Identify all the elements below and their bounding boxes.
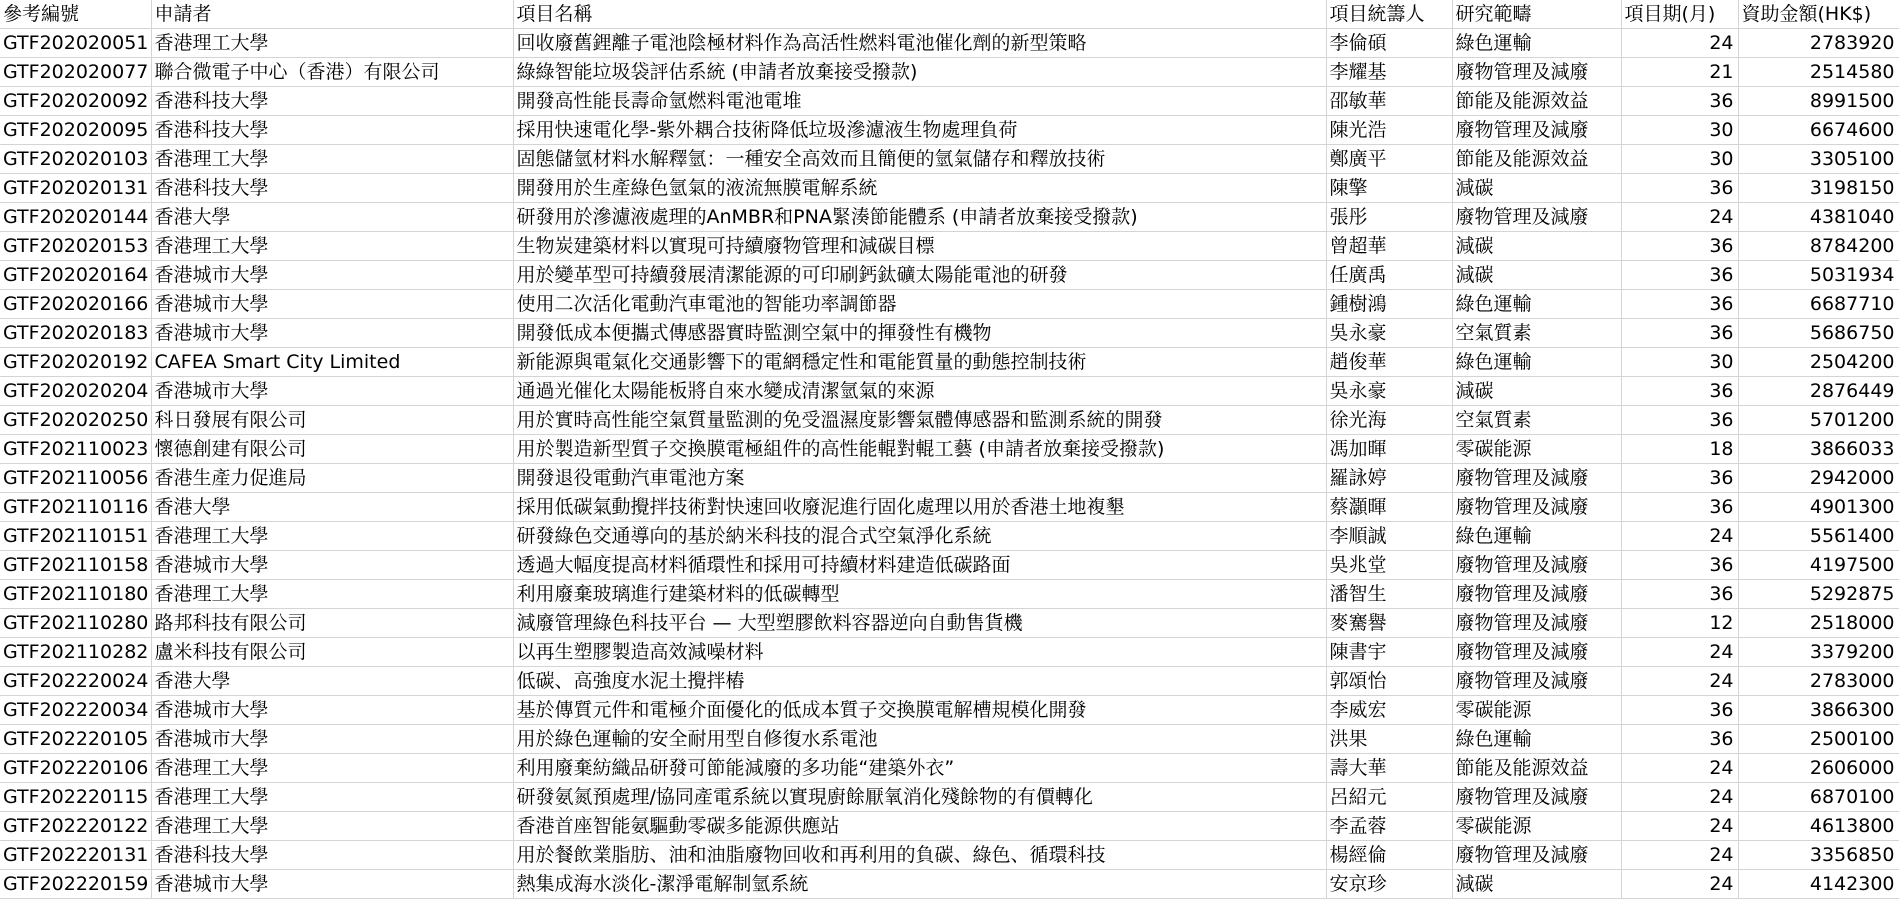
project-title-cell[interactable]: 開發用於生產綠色氫氣的液流無膜電解系統 (513, 174, 1326, 203)
research-area-cell[interactable]: 綠色運輸 (1452, 348, 1621, 377)
ref-no-cell[interactable]: GTF202110023 (0, 435, 151, 464)
coordinator-cell[interactable]: 鍾樹鴻 (1326, 290, 1452, 319)
duration-cell[interactable]: 24 (1621, 812, 1738, 841)
ref-no-cell[interactable]: GTF202020153 (0, 232, 151, 261)
duration-cell[interactable]: 36 (1621, 319, 1738, 348)
coordinator-cell[interactable]: 任廣禹 (1326, 261, 1452, 290)
project-title-cell[interactable]: 用於餐飲業脂肪、油和油脂廢物回收和再利用的負碳、綠色、循環科技 (513, 841, 1326, 870)
research-area-cell[interactable]: 空氣質素 (1452, 406, 1621, 435)
coordinator-cell[interactable]: 陳書宇 (1326, 638, 1452, 667)
ref-no-cell[interactable]: GTF202020144 (0, 203, 151, 232)
applicant-cell[interactable]: 香港城市大學 (151, 696, 513, 725)
duration-cell[interactable]: 24 (1621, 638, 1738, 667)
project-title-cell[interactable]: 低碳、高強度水泥土攪拌樁 (513, 667, 1326, 696)
table-row (0, 464, 1899, 493)
ref-no-cell[interactable]: GTF202020204 (0, 377, 151, 406)
research-area-cell[interactable]: 廢物管理及減廢 (1452, 203, 1621, 232)
header-ref-no[interactable]: 參考編號 (0, 0, 151, 29)
research-area-cell[interactable]: 廢物管理及減廢 (1452, 116, 1621, 145)
research-area-cell[interactable]: 綠色運輸 (1452, 29, 1621, 58)
duration-cell[interactable]: 24 (1621, 522, 1738, 551)
header-research-area[interactable]: 研究範疇 (1452, 0, 1621, 29)
duration-cell[interactable]: 36 (1621, 493, 1738, 522)
duration-cell[interactable]: 24 (1621, 841, 1738, 870)
applicant-cell[interactable]: 香港城市大學 (151, 870, 513, 899)
coordinator-cell[interactable]: 李順誠 (1326, 522, 1452, 551)
coordinator-cell[interactable]: 吳兆堂 (1326, 551, 1452, 580)
coordinator-cell[interactable]: 楊經倫 (1326, 841, 1452, 870)
research-area-cell[interactable]: 減碳 (1452, 377, 1621, 406)
research-area-cell[interactable]: 綠色運輸 (1452, 725, 1621, 754)
coordinator-cell[interactable]: 陳擎 (1326, 174, 1452, 203)
duration-cell[interactable]: 36 (1621, 87, 1738, 116)
duration-cell[interactable]: 24 (1621, 667, 1738, 696)
project-title-cell[interactable]: 用於綠色運輸的安全耐用型自修復水系電池 (513, 725, 1326, 754)
ref-no-cell[interactable]: GTF202020164 (0, 261, 151, 290)
applicant-cell[interactable]: 香港城市大學 (151, 377, 513, 406)
ref-no-cell[interactable]: GTF202020077 (0, 58, 151, 87)
header-project-coordinator[interactable]: 項目統籌人 (1326, 0, 1452, 29)
coordinator-cell[interactable]: 吳永豪 (1326, 319, 1452, 348)
coordinator-cell[interactable]: 李威宏 (1326, 696, 1452, 725)
applicant-cell[interactable]: CAFEA Smart City Limited (151, 348, 513, 377)
project-title-cell[interactable]: 使用二次活化電動汽車電池的智能功率調節器 (513, 290, 1326, 319)
coordinator-cell[interactable]: 安京珍 (1326, 870, 1452, 899)
coordinator-cell[interactable]: 馮加暉 (1326, 435, 1452, 464)
duration-cell[interactable]: 36 (1621, 290, 1738, 319)
ref-no-cell[interactable]: GTF202220122 (0, 812, 151, 841)
table-row (0, 174, 1899, 203)
coordinator-cell[interactable]: 蔡灝暉 (1326, 493, 1452, 522)
research-area-cell[interactable]: 廢物管理及減廢 (1452, 783, 1621, 812)
duration-cell[interactable]: 24 (1621, 870, 1738, 899)
duration-cell[interactable]: 36 (1621, 464, 1738, 493)
research-area-cell[interactable]: 廢物管理及減廢 (1452, 580, 1621, 609)
project-title-cell[interactable]: 採用低碳氣動攪拌技術對快速回收廢泥進行固化處理以用於香港土地複墾 (513, 493, 1326, 522)
ref-no-cell[interactable]: GTF202020166 (0, 290, 151, 319)
funding-amount-cell[interactable]: 3866033 (1738, 435, 1899, 464)
project-title-cell[interactable]: 研發綠色交通導向的基於納米科技的混合式空氣淨化系統 (513, 522, 1326, 551)
funding-amount-cell[interactable]: 2504200 (1738, 348, 1899, 377)
project-title-cell[interactable]: 利用廢棄紡織品研發可節能減廢的多功能“建築外衣” (513, 754, 1326, 783)
header-applicant[interactable]: 申請者 (151, 0, 513, 29)
research-area-cell[interactable]: 綠色運輸 (1452, 522, 1621, 551)
project-title-cell[interactable]: 採用快速電化學-紫外耦合技術降低垃圾滲濾液生物處理負荷 (513, 116, 1326, 145)
applicant-cell[interactable]: 香港理工大學 (151, 754, 513, 783)
duration-cell[interactable]: 36 (1621, 232, 1738, 261)
ref-no-cell[interactable]: GTF202220131 (0, 841, 151, 870)
funding-amount-cell[interactable]: 6687710 (1738, 290, 1899, 319)
research-area-cell[interactable]: 節能及能源效益 (1452, 145, 1621, 174)
duration-cell[interactable]: 30 (1621, 116, 1738, 145)
funding-amount-cell[interactable]: 4381040 (1738, 203, 1899, 232)
ref-no-cell[interactable]: GTF202110180 (0, 580, 151, 609)
duration-cell[interactable]: 21 (1621, 58, 1738, 87)
table-row (0, 377, 1899, 406)
table-row (0, 232, 1899, 261)
applicant-cell[interactable]: 香港科技大學 (151, 841, 513, 870)
project-title-cell[interactable]: 香港首座智能氨驅動零碳多能源供應站 (513, 812, 1326, 841)
project-title-cell[interactable]: 研發用於滲濾液處理的AnMBR和PNA緊湊節能體系 (申請者放棄接受撥款) (513, 203, 1326, 232)
ref-no-cell[interactable]: GTF202110151 (0, 522, 151, 551)
ref-no-cell[interactable]: GTF202020092 (0, 87, 151, 116)
coordinator-cell[interactable]: 李耀基 (1326, 58, 1452, 87)
applicant-cell[interactable]: 香港大學 (151, 493, 513, 522)
funding-amount-cell[interactable]: 2783000 (1738, 667, 1899, 696)
research-area-cell[interactable]: 空氣質素 (1452, 319, 1621, 348)
table-row (0, 667, 1899, 696)
project-title-cell[interactable]: 生物炭建築材料以實現可持續廢物管理和減碳目標 (513, 232, 1326, 261)
funding-amount-cell[interactable]: 5292875 (1738, 580, 1899, 609)
research-area-cell[interactable]: 廢物管理及減廢 (1452, 638, 1621, 667)
project-title-cell[interactable]: 回收廢舊鋰離子電池陰極材料作為高活性燃料電池催化劑的新型策略 (513, 29, 1326, 58)
table-row (0, 754, 1899, 783)
ref-no-cell[interactable]: GTF202110116 (0, 493, 151, 522)
funding-amount-cell[interactable]: 6870100 (1738, 783, 1899, 812)
applicant-cell[interactable]: 香港科技大學 (151, 174, 513, 203)
project-title-cell[interactable]: 開發退役電動汽車電池方案 (513, 464, 1326, 493)
coordinator-cell[interactable]: 趙俊華 (1326, 348, 1452, 377)
duration-cell[interactable]: 24 (1621, 783, 1738, 812)
applicant-cell[interactable]: 香港科技大學 (151, 87, 513, 116)
duration-cell[interactable]: 36 (1621, 377, 1738, 406)
header-project-title[interactable]: 項目名稱 (513, 0, 1326, 29)
project-title-cell[interactable]: 以再生塑膠製造高效減噪材料 (513, 638, 1326, 667)
table-row (0, 116, 1899, 145)
coordinator-cell[interactable]: 郭頌怡 (1326, 667, 1452, 696)
coordinator-cell[interactable]: 羅詠婷 (1326, 464, 1452, 493)
table-row (0, 58, 1899, 87)
funding-amount-cell[interactable]: 3866300 (1738, 696, 1899, 725)
ref-no-cell[interactable]: GTF202020183 (0, 319, 151, 348)
project-title-cell[interactable]: 綠綠智能垃圾袋評估系統 (申請者放棄接受撥款) (513, 58, 1326, 87)
applicant-cell[interactable]: 香港城市大學 (151, 319, 513, 348)
research-area-cell[interactable]: 綠色運輸 (1452, 290, 1621, 319)
research-area-cell[interactable]: 零碳能源 (1452, 435, 1621, 464)
header-duration-months[interactable]: 項目期(月) (1621, 0, 1738, 29)
coordinator-cell[interactable]: 陳光浩 (1326, 116, 1452, 145)
research-area-cell[interactable]: 減碳 (1452, 174, 1621, 203)
ref-no-cell[interactable]: GTF202110158 (0, 551, 151, 580)
project-title-cell[interactable]: 熱集成海水淡化-潔淨電解制氫系統 (513, 870, 1326, 899)
coordinator-cell[interactable]: 邵敏華 (1326, 87, 1452, 116)
funding-amount-cell[interactable]: 2876449 (1738, 377, 1899, 406)
funding-amount-cell[interactable]: 6674600 (1738, 116, 1899, 145)
applicant-cell[interactable]: 聯合微電子中心（香港）有限公司 (151, 58, 513, 87)
research-area-cell[interactable]: 廢物管理及減廢 (1452, 493, 1621, 522)
table-row (0, 638, 1899, 667)
table-row (0, 261, 1899, 290)
coordinator-cell[interactable]: 洪果 (1326, 725, 1452, 754)
table-row (0, 493, 1899, 522)
applicant-cell[interactable]: 香港理工大學 (151, 522, 513, 551)
ref-no-cell[interactable]: GTF202110280 (0, 609, 151, 638)
research-area-cell[interactable]: 廢物管理及減廢 (1452, 609, 1621, 638)
funding-amount-cell[interactable]: 5561400 (1738, 522, 1899, 551)
project-title-cell[interactable]: 研發氨氮預處理/協同產電系統以實現廚餘厭氧消化殘餘物的有價轉化 (513, 783, 1326, 812)
funding-amount-cell[interactable]: 2500100 (1738, 725, 1899, 754)
coordinator-cell[interactable]: 呂紹元 (1326, 783, 1452, 812)
funding-amount-cell[interactable]: 4197500 (1738, 551, 1899, 580)
ref-no-cell[interactable]: GTF202110056 (0, 464, 151, 493)
project-title-cell[interactable]: 用於製造新型質子交換膜電極組件的高性能輥對輥工藝 (申請者放棄接受撥款) (513, 435, 1326, 464)
table-row (0, 841, 1899, 870)
ref-no-cell[interactable]: GTF202020131 (0, 174, 151, 203)
funding-amount-cell[interactable]: 3356850 (1738, 841, 1899, 870)
table-row (0, 319, 1899, 348)
applicant-cell[interactable]: 香港大學 (151, 667, 513, 696)
ref-no-cell[interactable]: GTF202220159 (0, 870, 151, 899)
applicant-cell[interactable]: 盧米科技有限公司 (151, 638, 513, 667)
table-row (0, 725, 1899, 754)
table-row (0, 435, 1899, 464)
header-funding-amount[interactable]: 資助金額(HK$) (1738, 0, 1899, 29)
table-row (0, 29, 1899, 58)
coordinator-cell[interactable]: 徐光海 (1326, 406, 1452, 435)
funding-amount-cell[interactable]: 3305100 (1738, 145, 1899, 174)
coordinator-cell[interactable]: 李孟蓉 (1326, 812, 1452, 841)
applicant-cell[interactable]: 香港理工大學 (151, 783, 513, 812)
coordinator-cell[interactable]: 壽大華 (1326, 754, 1452, 783)
duration-cell[interactable]: 36 (1621, 261, 1738, 290)
table-row (0, 145, 1899, 174)
duration-cell[interactable]: 36 (1621, 580, 1738, 609)
applicant-cell[interactable]: 科日發展有限公司 (151, 406, 513, 435)
coordinator-cell[interactable]: 張彤 (1326, 203, 1452, 232)
funding-amount-cell[interactable]: 5686750 (1738, 319, 1899, 348)
project-title-cell[interactable]: 透過大幅度提高材料循環性和採用可持續材料建造低碳路面 (513, 551, 1326, 580)
research-area-cell[interactable]: 減碳 (1452, 232, 1621, 261)
ref-no-cell[interactable]: GTF202220024 (0, 667, 151, 696)
applicant-cell[interactable]: 路邦科技有限公司 (151, 609, 513, 638)
research-area-cell[interactable]: 零碳能源 (1452, 696, 1621, 725)
funding-amount-cell[interactable]: 2606000 (1738, 754, 1899, 783)
table-row (0, 348, 1899, 377)
ref-no-cell[interactable]: GTF202110282 (0, 638, 151, 667)
ref-no-cell[interactable]: GTF202020250 (0, 406, 151, 435)
research-area-cell[interactable]: 節能及能源效益 (1452, 754, 1621, 783)
research-area-cell[interactable]: 廢物管理及減廢 (1452, 841, 1621, 870)
funding-amount-cell[interactable]: 2783920 (1738, 29, 1899, 58)
coordinator-cell[interactable]: 曾超華 (1326, 232, 1452, 261)
research-area-cell[interactable]: 減碳 (1452, 870, 1621, 899)
project-title-cell[interactable]: 用於變革型可持續發展清潔能源的可印刷鈣鈦礦太陽能電池的研發 (513, 261, 1326, 290)
project-title-cell[interactable]: 開發低成本便攜式傳感器實時監測空氣中的揮發性有機物 (513, 319, 1326, 348)
funding-amount-cell[interactable]: 5701200 (1738, 406, 1899, 435)
table-row (0, 203, 1899, 232)
funding-amount-cell[interactable]: 3379200 (1738, 638, 1899, 667)
coordinator-cell[interactable]: 吳永豪 (1326, 377, 1452, 406)
ref-no-cell[interactable]: GTF202020095 (0, 116, 151, 145)
funding-amount-cell[interactable]: 3198150 (1738, 174, 1899, 203)
table-row (0, 812, 1899, 841)
applicant-cell[interactable]: 香港大學 (151, 203, 513, 232)
project-title-cell[interactable]: 新能源與電氣化交通影響下的電網穩定性和電能質量的動態控制技術 (513, 348, 1326, 377)
research-area-cell[interactable]: 節能及能源效益 (1452, 87, 1621, 116)
table-row (0, 87, 1899, 116)
duration-cell[interactable]: 30 (1621, 145, 1738, 174)
project-title-cell[interactable]: 通過光催化太陽能板將自來水變成清潔氫氣的來源 (513, 377, 1326, 406)
ref-no-cell[interactable]: GTF202020192 (0, 348, 151, 377)
table-row (0, 609, 1899, 638)
duration-cell[interactable]: 30 (1621, 348, 1738, 377)
coordinator-cell[interactable]: 潘智生 (1326, 580, 1452, 609)
funding-amount-cell[interactable]: 2518000 (1738, 609, 1899, 638)
applicant-cell[interactable]: 香港城市大學 (151, 290, 513, 319)
research-area-cell[interactable]: 廢物管理及減廢 (1452, 464, 1621, 493)
research-area-cell[interactable]: 廢物管理及減廢 (1452, 551, 1621, 580)
project-title-cell[interactable]: 減廢管理綠色科技平台 — 大型塑膠飲料容器逆向自動售貨機 (513, 609, 1326, 638)
duration-cell[interactable]: 18 (1621, 435, 1738, 464)
funding-amount-cell[interactable]: 4901300 (1738, 493, 1899, 522)
funding-amount-cell[interactable]: 5031934 (1738, 261, 1899, 290)
applicant-cell[interactable]: 香港城市大學 (151, 551, 513, 580)
table-row (0, 522, 1899, 551)
ref-no-cell[interactable]: GTF202220105 (0, 725, 151, 754)
coordinator-cell[interactable]: 麥騫譽 (1326, 609, 1452, 638)
funding-amount-cell[interactable]: 8991500 (1738, 87, 1899, 116)
funding-amount-cell[interactable]: 4613800 (1738, 812, 1899, 841)
duration-cell[interactable]: 36 (1621, 696, 1738, 725)
duration-cell[interactable]: 36 (1621, 551, 1738, 580)
applicant-cell[interactable]: 香港城市大學 (151, 261, 513, 290)
applicant-cell[interactable]: 香港理工大學 (151, 580, 513, 609)
applicant-cell[interactable]: 懷德創建有限公司 (151, 435, 513, 464)
project-title-cell[interactable]: 固態儲氫材料水解釋氫：一種安全高效而且簡便的氫氣儲存和釋放技術 (513, 145, 1326, 174)
research-area-cell[interactable]: 零碳能源 (1452, 812, 1621, 841)
table-row (0, 551, 1899, 580)
applicant-cell[interactable]: 香港理工大學 (151, 812, 513, 841)
header-row (0, 0, 1899, 29)
ref-no-cell[interactable]: GTF202020051 (0, 29, 151, 58)
ref-no-cell[interactable]: GTF202220034 (0, 696, 151, 725)
applicant-cell[interactable]: 香港理工大學 (151, 29, 513, 58)
table-row (0, 696, 1899, 725)
project-title-cell[interactable]: 開發高性能長壽命氫燃料電池電堆 (513, 87, 1326, 116)
funding-amount-cell[interactable]: 2514580 (1738, 58, 1899, 87)
research-area-cell[interactable]: 減碳 (1452, 261, 1621, 290)
applicant-cell[interactable]: 香港生產力促進局 (151, 464, 513, 493)
research-area-cell[interactable]: 廢物管理及減廢 (1452, 58, 1621, 87)
table-row (0, 783, 1899, 812)
ref-no-cell[interactable]: GTF202220115 (0, 783, 151, 812)
coordinator-cell[interactable]: 鄭廣平 (1326, 145, 1452, 174)
applicant-cell[interactable]: 香港科技大學 (151, 116, 513, 145)
duration-cell[interactable]: 24 (1621, 29, 1738, 58)
applicant-cell[interactable]: 香港理工大學 (151, 145, 513, 174)
ref-no-cell[interactable]: GTF202020103 (0, 145, 151, 174)
duration-cell[interactable]: 24 (1621, 754, 1738, 783)
duration-cell[interactable]: 12 (1621, 609, 1738, 638)
table-row (0, 290, 1899, 319)
duration-cell[interactable]: 24 (1621, 203, 1738, 232)
coordinator-cell[interactable]: 李倫碩 (1326, 29, 1452, 58)
funding-amount-cell[interactable]: 8784200 (1738, 232, 1899, 261)
project-title-cell[interactable]: 用於實時高性能空氣質量監測的免受溫濕度影響氣體傳感器和監測系統的開發 (513, 406, 1326, 435)
project-title-cell[interactable]: 基於傳質元件和電極介面優化的低成本質子交換膜電解槽規模化開發 (513, 696, 1326, 725)
project-title-cell[interactable]: 利用廢棄玻璃進行建築材料的低碳轉型 (513, 580, 1326, 609)
ref-no-cell[interactable]: GTF202220106 (0, 754, 151, 783)
research-area-cell[interactable]: 廢物管理及減廢 (1452, 667, 1621, 696)
table-row (0, 406, 1899, 435)
table-row (0, 580, 1899, 609)
table-row (0, 870, 1899, 899)
duration-cell[interactable]: 36 (1621, 725, 1738, 754)
funding-amount-cell[interactable]: 2942000 (1738, 464, 1899, 493)
applicant-cell[interactable]: 香港城市大學 (151, 725, 513, 754)
duration-cell[interactable]: 36 (1621, 174, 1738, 203)
duration-cell[interactable]: 36 (1621, 406, 1738, 435)
funding-amount-cell[interactable]: 4142300 (1738, 870, 1899, 899)
applicant-cell[interactable]: 香港理工大學 (151, 232, 513, 261)
